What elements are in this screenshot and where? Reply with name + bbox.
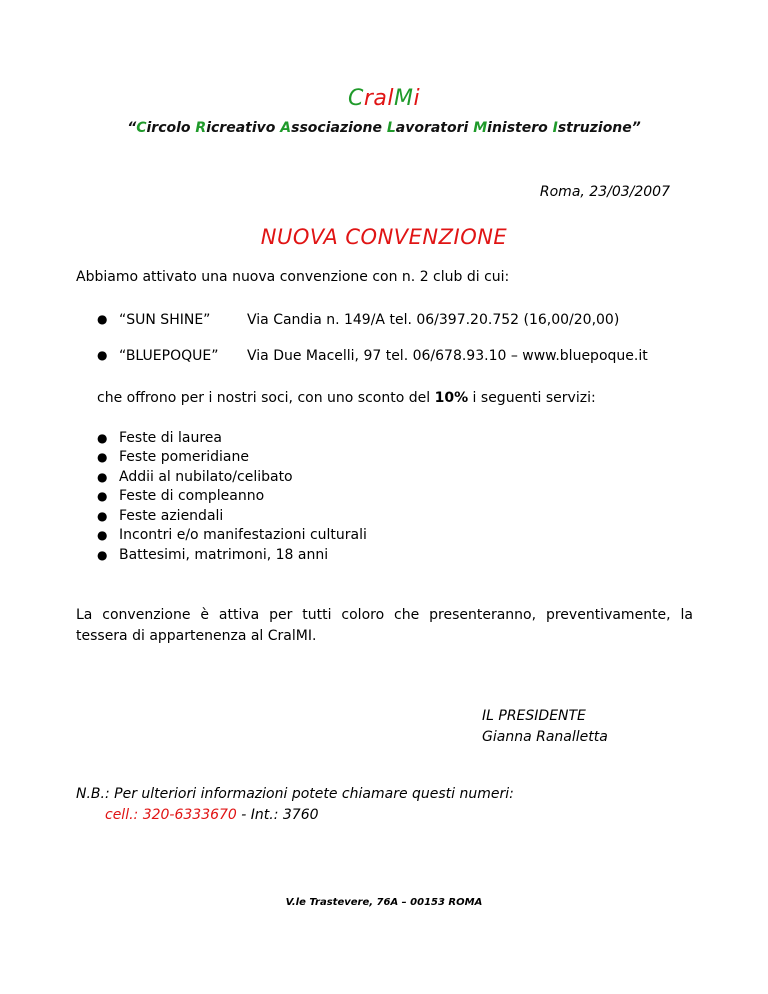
service-label: Addii al nubilato/celibato [119, 468, 293, 485]
club-details: Via Candia n. 149/A tel. 06/397.20.752 (16,00/20,00) [247, 312, 620, 328]
tagline-word: inistero [487, 120, 553, 136]
club-name: “BLUEPOQUE” [119, 348, 219, 364]
phone-line [76, 805, 514, 826]
services-list [97, 428, 367, 565]
service-label: Feste pomeridiane [119, 449, 249, 466]
tagline-word: avoratori [395, 120, 474, 136]
tagline-word: struzione [557, 120, 632, 136]
bullet-icon: ● [97, 528, 108, 543]
service-label: Feste di laurea [119, 429, 222, 446]
list-item [97, 467, 367, 487]
offer-text [97, 390, 596, 406]
nb-line: N.B.: Per ulteriori informazioni potete chiamare questi numeri: [76, 786, 514, 802]
logo-part: ral [363, 86, 394, 111]
logo-part: M [393, 86, 414, 111]
signature-block [482, 706, 608, 748]
club-details: Via Due Macelli, 97 tel. 06/678.93.10 – www.bluepoque.it [247, 348, 648, 364]
bullet-icon: ● [97, 469, 108, 484]
discount-value: 10% [434, 390, 469, 406]
service-label: Battesimi, matrimoni, 18 anni [119, 546, 329, 563]
tagline-initial: A [280, 120, 292, 136]
organization-tagline [0, 120, 768, 136]
tagline-word: icreativo [206, 120, 281, 136]
tagline-initial: C [136, 120, 147, 136]
list-item [97, 526, 367, 546]
list-item [97, 545, 367, 565]
validity-note: La convenzione è attiva per tutti coloro che presenteranno, preventivamente, la tessera di appartenenza al CralMI. [76, 607, 693, 644]
president-name: Gianna Ranalletta [482, 729, 608, 745]
quote-close: ” [631, 120, 641, 136]
document-date: Roma, 23/03/2007 [539, 184, 670, 200]
offer-before: che offrono per i nostri soci, con uno sconto del [97, 390, 435, 406]
bullet-icon: ● [97, 450, 108, 465]
list-item [97, 448, 367, 468]
offer-after: i seguenti servizi: [468, 390, 596, 406]
tagline-initial: R [195, 120, 207, 136]
bullet-icon: ● [97, 547, 108, 562]
bullet-icon: ● [97, 508, 108, 523]
internal-number: - Int.: 3760 [236, 807, 319, 823]
club-item [97, 312, 648, 348]
list-item [97, 506, 367, 526]
intro-text: Abbiamo attivato una nuova convenzione con n. 2 club di cui: [76, 269, 510, 285]
club-name: “SUN SHINE” [119, 312, 211, 328]
bullet-icon: ● [97, 430, 108, 445]
club-item [97, 348, 648, 384]
tagline-initial: L [386, 120, 396, 136]
tagline-initial: I [552, 120, 558, 136]
logo-part: C [347, 86, 364, 111]
service-label: Feste aziendali [119, 507, 224, 524]
logo-cralmi [0, 86, 768, 111]
cell-number: cell.: 320-6333670 [105, 807, 237, 823]
tagline-word: ircolo [146, 120, 196, 136]
bullet-icon: ● [97, 489, 108, 504]
contact-note [76, 784, 514, 826]
club-list [97, 312, 648, 384]
document-heading: NUOVA CONVENZIONE [260, 225, 508, 249]
tagline-initial: M [473, 120, 488, 136]
quote-open: “ [127, 120, 137, 136]
list-item [97, 487, 367, 507]
bullet-icon: ● [97, 312, 108, 326]
bullet-icon: ● [97, 348, 108, 362]
service-label: Feste di compleanno [119, 488, 265, 505]
president-title: IL PRESIDENTE [482, 708, 586, 724]
logo-part: i [413, 86, 421, 111]
service-label: Incontri e/o manifestazioni culturali [119, 527, 367, 544]
list-item [97, 428, 367, 448]
tagline-word: ssociazione [291, 120, 387, 136]
footer-address: V.le Trastevere, 76A – 00153 ROMA [285, 897, 483, 908]
